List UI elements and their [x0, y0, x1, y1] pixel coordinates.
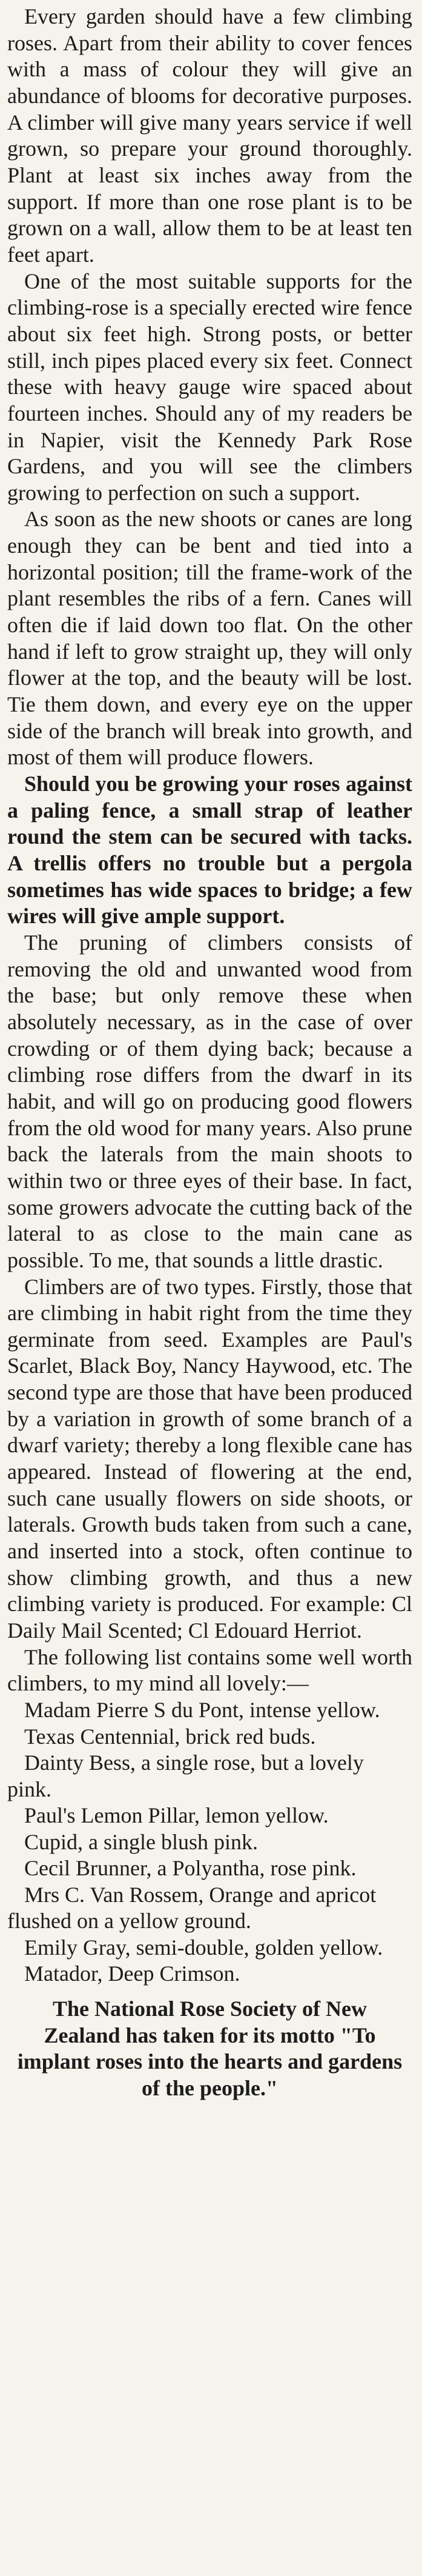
- paragraph-types: Climbers are of two types. Firstly, those that are climbing in habit right from the time they germinate from seed. Examples are Paul's Scarlet, Black Boy, Nancy Haywood, etc. The second type are those that have been produced by a variation in growth of some branch of a dwarf variety; thereby a long flexible cane has appeared. Instead of flowering at the end, such cane usually flowers on side shoots, or laterals. Growth buds taken from such a cane, and inserted into a stock, often continue to show climbing growth, and thus a new climbing variety is produced. For example: Cl Daily Mail Scented; Cl Edouard Herriot.: [7, 1274, 412, 1643]
- list-item: Emily Gray, semi-double, golden yellow.: [24, 1935, 383, 1960]
- list-item: Mrs C. Van Rossem, Orange and apricot flushed on a yellow ground.: [7, 1882, 377, 1934]
- paragraph-intro: Every garden should have a few climbing roses. Apart from their ability to cover fences with a mass of colour they will give an abundance of blooms for decorative purposes. A climber will give many years service if well grown, so prepare your ground thoroughly. Plant at least six inches away from the support. If more than one rose plant is to be grown on a wall, allow them to be at least ten feet apart.: [7, 4, 412, 267]
- variety-list: [7, 1697, 412, 1987]
- list-item: Matador, Deep Crimson.: [24, 1961, 240, 1986]
- list-item: Paul's Lemon Pillar, lemon yellow.: [24, 1803, 329, 1828]
- list-item: Cupid, a single blush pink.: [24, 1829, 258, 1854]
- list-item: Dainty Bess, a single rose, but a lovely pink.: [7, 1750, 364, 1801]
- list-item: Cecil Brunner, a Polyantha, rose pink.: [24, 1856, 357, 1881]
- list-item: Madam Pierre S du Pont, intense yellow.: [24, 1698, 380, 1722]
- list-item: Texas Centennial, brick red buds.: [24, 1724, 316, 1749]
- paragraph-supports: One of the most suitable supports for the climbing-rose is a specially erected wire fence about six feet high. Strong posts, or better still, inch pipes placed every six feet. Connect these with heavy gauge wire spaced about fourteen inches. Should any of my readers be in Napier, visit the Kennedy Park Rose Gardens, and you will see the climbers growing to perfection on such a support.: [7, 269, 412, 505]
- society-motto: The National Rose Society of New Zealand has taken for its motto "To implant roses into the hearts and gardens of the people.": [17, 1997, 403, 2100]
- paragraph-training: As soon as the new shoots or canes are long enough they can be bent and tied into a horizontal position; till the frame-work of the plant resembles the ribs of a fern. Canes will often die if laid down too flat. On the other hand if left to grow straight up, they will only flower at the top, and the beauty will be lost. Tie them down, and every eye on the upper side of the branch will break into growth, and most of them will produce flowers.: [7, 507, 412, 770]
- paragraph-pruning: The pruning of climbers consists of removing the old and unwanted wood from the base; but only remove these when absolutely necessary, as in the case of over crowding or of them dying back; because a climbing rose differs from the dwarf in its habit, and will go on producing good flowers from the old wood for many years. Also prune back the laterals from the main shoots to within two or three eyes of their base. In fact, some growers advocate the cutting back of the lateral to as close to the main cane as possible. To me, that sounds a little drastic.: [7, 930, 412, 1272]
- paragraph-fence: Should you be growing your roses against a paling fence, a small strap of leather round the stem can be secured with tacks. A trellis offers no trouble but a pergola sometimes has wide spaces to bridge; a few wires will give ample support.: [7, 772, 412, 929]
- paragraph-list-intro: The following list contains some well worth climbers, to my mind all lovely:—: [7, 1644, 412, 1696]
